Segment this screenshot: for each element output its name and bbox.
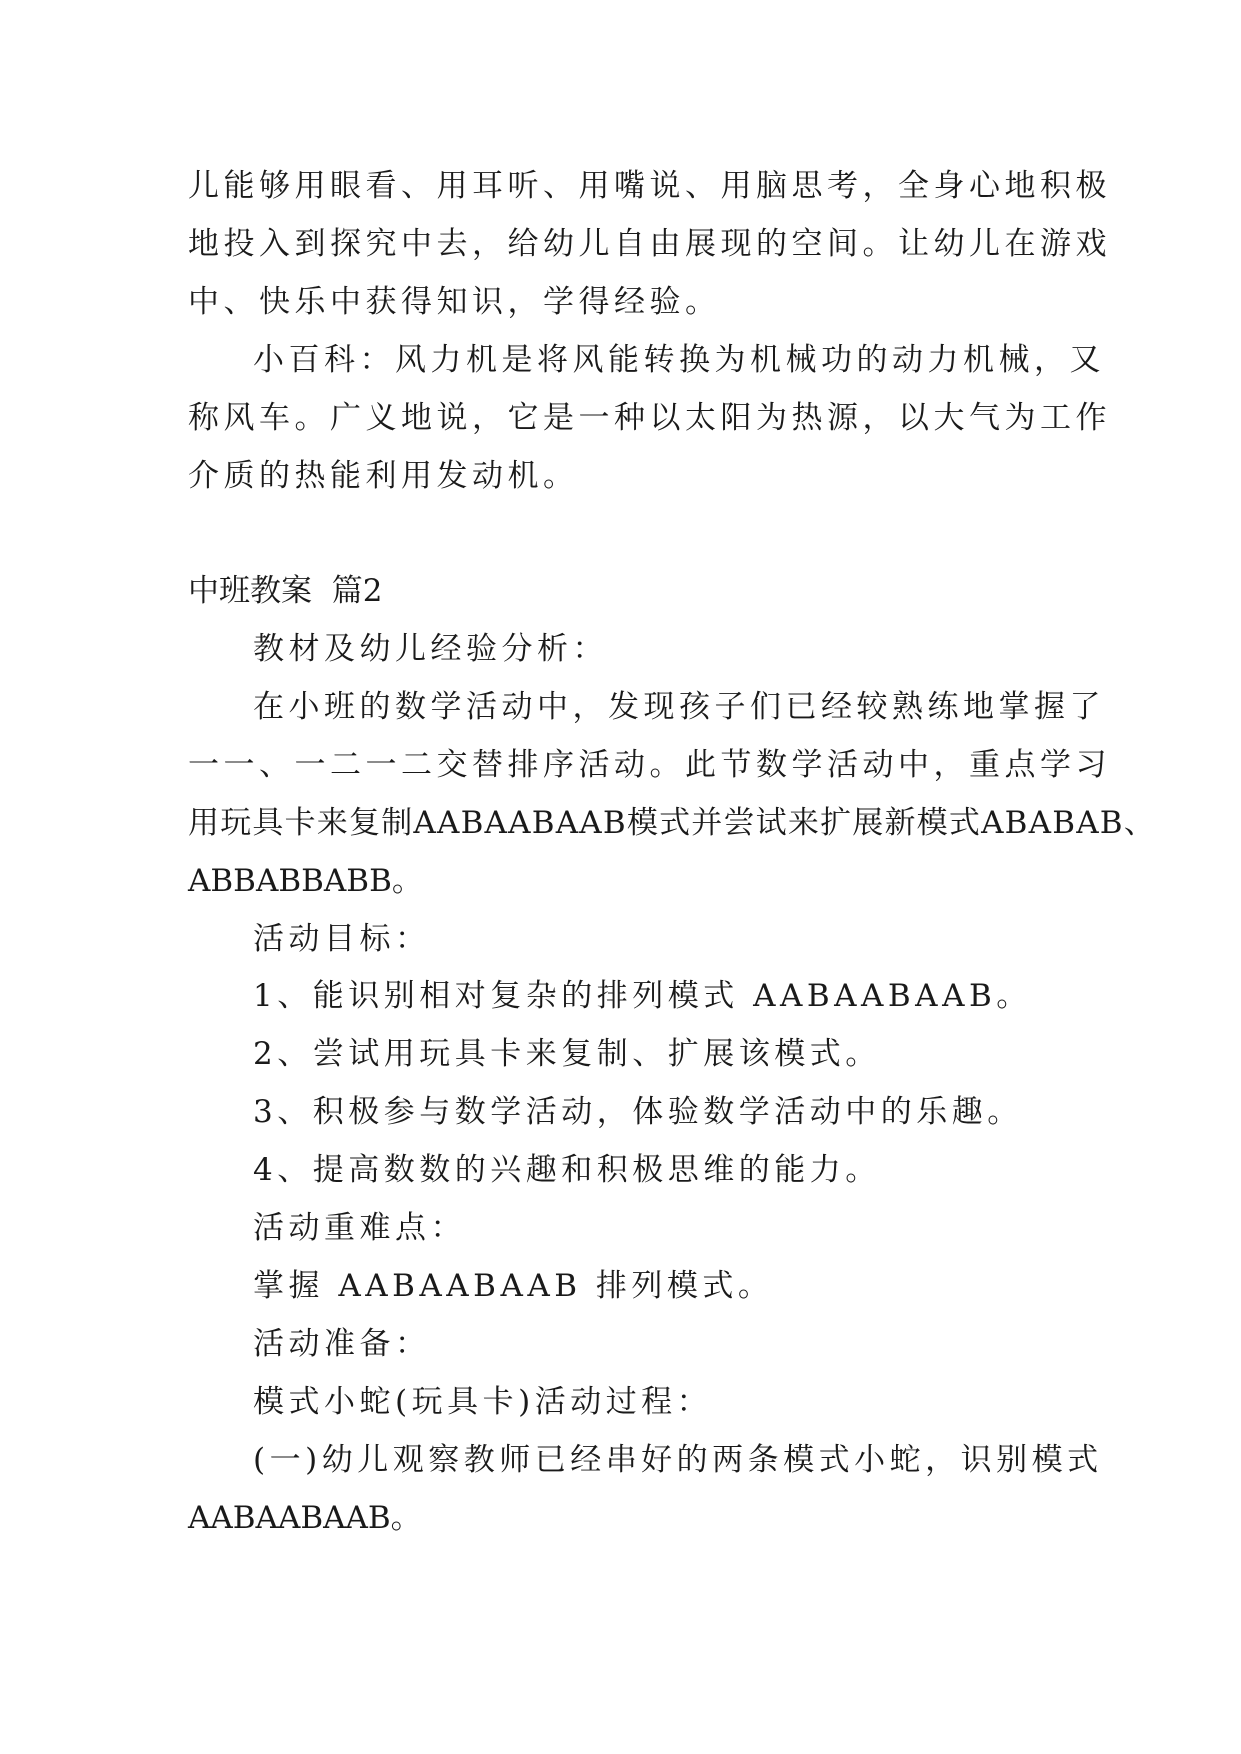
- goals-heading: 活动目标：: [253, 921, 431, 957]
- intro-line-2: 地投入到探究中去，给幼儿自由展现的空间。让幼儿在游戏: [188, 226, 1111, 262]
- goal-item-4: 4、提高数数的兴趣和积极思维的能力。: [253, 1152, 881, 1188]
- key-point: 掌握 AABAABAAB 排列模式。: [253, 1268, 774, 1304]
- intro-line-1: 儿能够用眼看、用耳听、用嘴说、用脑思考，全身心地积极: [188, 168, 1111, 204]
- encyclopedia-line-1: 小百科：风力机是将风能转换为机械功的动力机械，又: [253, 342, 1105, 378]
- goal-item-1: 1、能识别相对复杂的排列模式 AABAABAAB。: [253, 978, 1032, 1014]
- encyclopedia-line-3: 介质的热能利用发动机。: [188, 458, 579, 494]
- analysis-line-4: ABBABBABB。: [188, 863, 423, 899]
- encyclopedia-line-2: 称风车。广义地说，它是一种以太阳为热源，以大气为工作: [188, 400, 1111, 436]
- analysis-line-1: 在小班的数学活动中，发现孩子们已经较熟练地掌握了: [253, 689, 1105, 725]
- step1-line-1: (一)幼儿观察教师已经串好的两条模式小蛇，识别模式: [253, 1442, 1103, 1478]
- prep-text: 模式小蛇(玩具卡)活动过程：: [253, 1384, 713, 1420]
- analysis-line-2: 一一、一二一二交替排序活动。此节数学活动中，重点学习: [188, 747, 1111, 783]
- goal-item-2: 2、尝试用玩具卡来复制、扩展该模式。: [253, 1036, 881, 1072]
- analysis-heading: 教材及幼儿经验分析：: [253, 631, 608, 667]
- prep-heading: 活动准备：: [253, 1326, 431, 1362]
- intro-line-3: 中、快乐中获得知识，学得经验。: [188, 284, 721, 320]
- key-heading: 活动重难点：: [253, 1210, 466, 1246]
- section-title: 中班教案 篇2: [188, 573, 383, 609]
- goal-item-3: 3、积极参与数学活动，体验数学活动中的乐趣。: [253, 1094, 1023, 1130]
- step1-line-2: AABAABAAB。: [188, 1500, 422, 1536]
- analysis-line-3: 用玩具卡来复制AABAABAAB模式并尝试来扩展新模式ABABAB、: [188, 805, 1156, 841]
